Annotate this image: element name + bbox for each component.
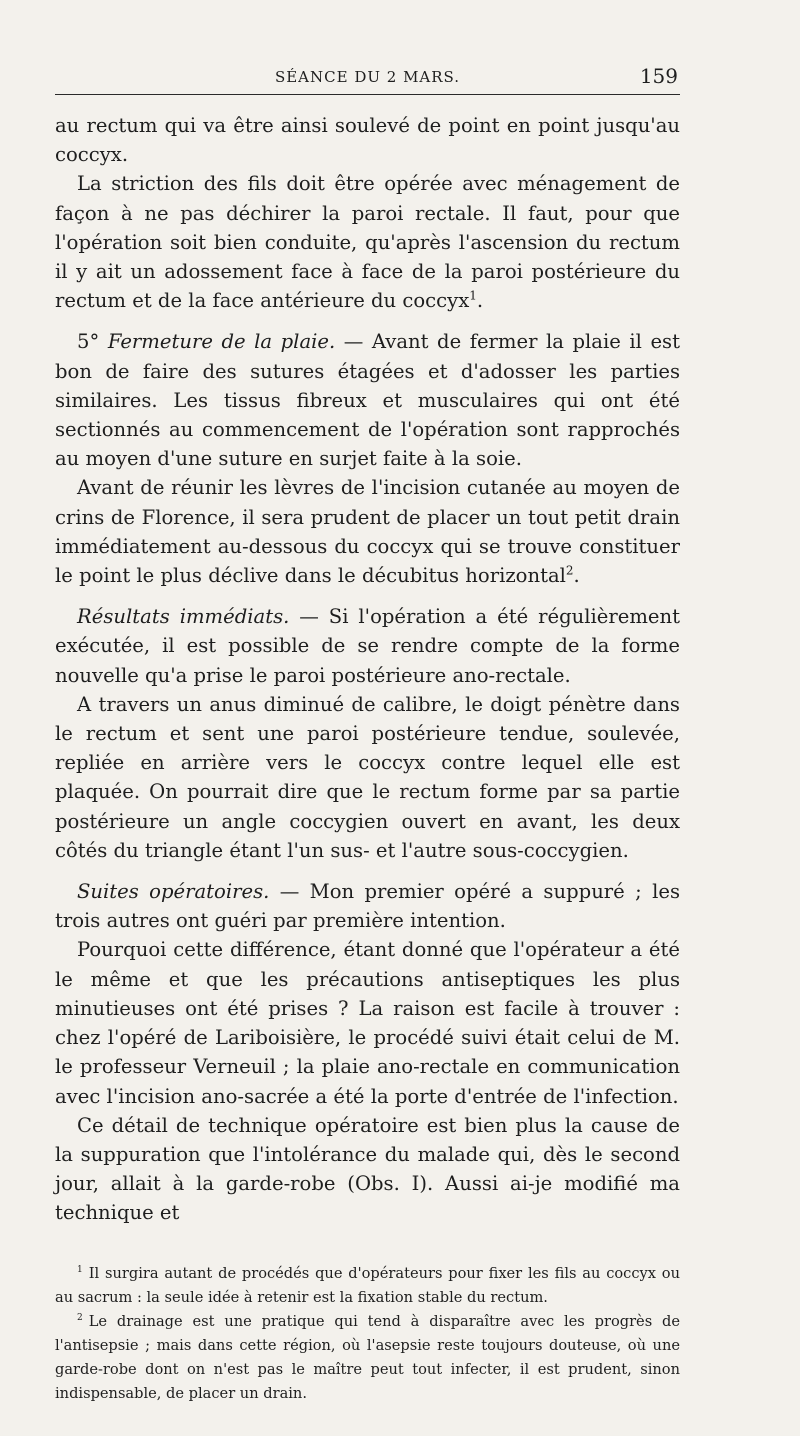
paragraph-6-text: A travers un anus diminué de calibre, le doigt pénètre dans le rectum et sent une paroi postérieure tendue, soulevée, repliée en arrière vers le coccyx contre lequel elle est plaquée. On pourrait dire que le rectum forme par sa partie postérieure un angle coccygien ouvert en avant, les deux côtés du triangle étant l'un sus- et l'autre sous-coccygien. <box>55 692 680 862</box>
paragraph-5-text: — Si l'opération a été régulièrement exécutée, il est possible de se rendre compte de la forme nouvelle qu'a prise le paroi postérieure ano-rectale. <box>55 605 681 687</box>
page-header <box>55 60 680 95</box>
paragraph-8-text: Pourquoi cette différence, étant donné que l'opérateur a été le même et que les précautions antiseptiques les plus minutieuses ont été prises ? La raison est facile à trouver : chez l'opéré de Lariboisière, le procédé suivi était celui de M. le professeur Verneuil ; la plaie ano-rectale en communication avec l'incision ano-sacrée a été la porte d'entrée de l'infection. <box>55 938 680 1108</box>
footnote-1-text: Il surgira autant de procédés que d'opérateurs pour fixer les fils au coccyx ou au sacrum : la seule idée à retenir est la fixation stable du rectum. <box>55 1264 680 1306</box>
footnote-1 <box>55 1262 680 1310</box>
footnote-ref-2: 2 <box>565 563 574 578</box>
paragraph-8 <box>55 935 680 1110</box>
section-title-fermeture: Fermeture de la plaie. <box>107 330 336 354</box>
running-title: SÉANCE DU 2 MARS. <box>274 68 461 86</box>
paragraph-2-text: La striction des fils doit être opérée avec ménagement de façon à ne pas déchirer la paroi rectale. Il faut, pour que l'opération soit bien conduite, qu'après l'ascension du rectum il y ait un adossement face à face de la paroi postérieure du rectum et de la face antérieure du coccyx <box>55 172 680 313</box>
paragraph-1 <box>55 111 680 169</box>
footnote-1-mark: 1 <box>77 1264 83 1275</box>
paragraph-3 <box>55 327 680 473</box>
paragraph-2-tail: . <box>476 289 484 313</box>
paragraph-9 <box>55 1111 680 1228</box>
paragraph-9-text: Ce détail de technique opératoire est bien plus la cause de la suppuration que l'intolérance du malade qui, dès le second jour, allait à la garde-robe (Obs. I). Aussi ai-je modifié ma technique et <box>55 1113 680 1225</box>
paragraph-4 <box>55 473 680 590</box>
footnotes <box>55 1262 680 1406</box>
book-page <box>55 60 680 1406</box>
footnote-2 <box>55 1310 680 1406</box>
page-number: 159 <box>639 64 678 88</box>
paragraph-3-text: — Avant de fermer la plaie il est bon de faire des sutures étagées et d'adosser les parties similaires. Les tissus fibreux et musculaires qui ont été sectionnés au commencement de l'opération sont rapprochés au moyen d'une suture en surjet faite à la soie. <box>55 330 680 471</box>
body-text <box>55 111 680 1228</box>
paragraph-6 <box>55 690 680 865</box>
section-title-resultats: Résultats immédiats. <box>77 605 290 629</box>
paragraph-5 <box>55 602 680 690</box>
footnote-ref-1: 1 <box>469 288 477 303</box>
section-title-suites: Suites opératoires. <box>77 880 270 904</box>
paragraph-1-text: au rectum qui va être ainsi soulevé de point en point jusqu'au coccyx. <box>55 114 680 167</box>
section-number: 5° <box>77 330 108 354</box>
paragraph-7 <box>55 877 680 935</box>
paragraph-2 <box>55 169 680 315</box>
paragraph-4-tail: . <box>573 564 580 588</box>
footnote-2-text: Le drainage est une pratique qui tend à disparaître avec les progrès de l'antisepsie ; mais dans cette région, où l'asepsie reste toujours douteuse, où une garde-robe dont on n'est pas le maître peut tout infecter, il est prudent, sinon indispensable, de placer un drain. <box>55 1312 680 1402</box>
paragraph-4-text: Avant de réunir les lèvres de l'incision cutanée au moyen de crins de Florence, il sera prudent de placer un tout petit drain immédiatement au-dessous du coccyx qui se trouve constituer le point le plus déclive dans le décubitus horizontal <box>55 476 680 588</box>
paragraph-7-text: — Mon premier opéré a suppuré ; les trois autres ont guéri par première intention. <box>55 880 680 933</box>
footnote-2-mark: 2 <box>77 1312 83 1323</box>
